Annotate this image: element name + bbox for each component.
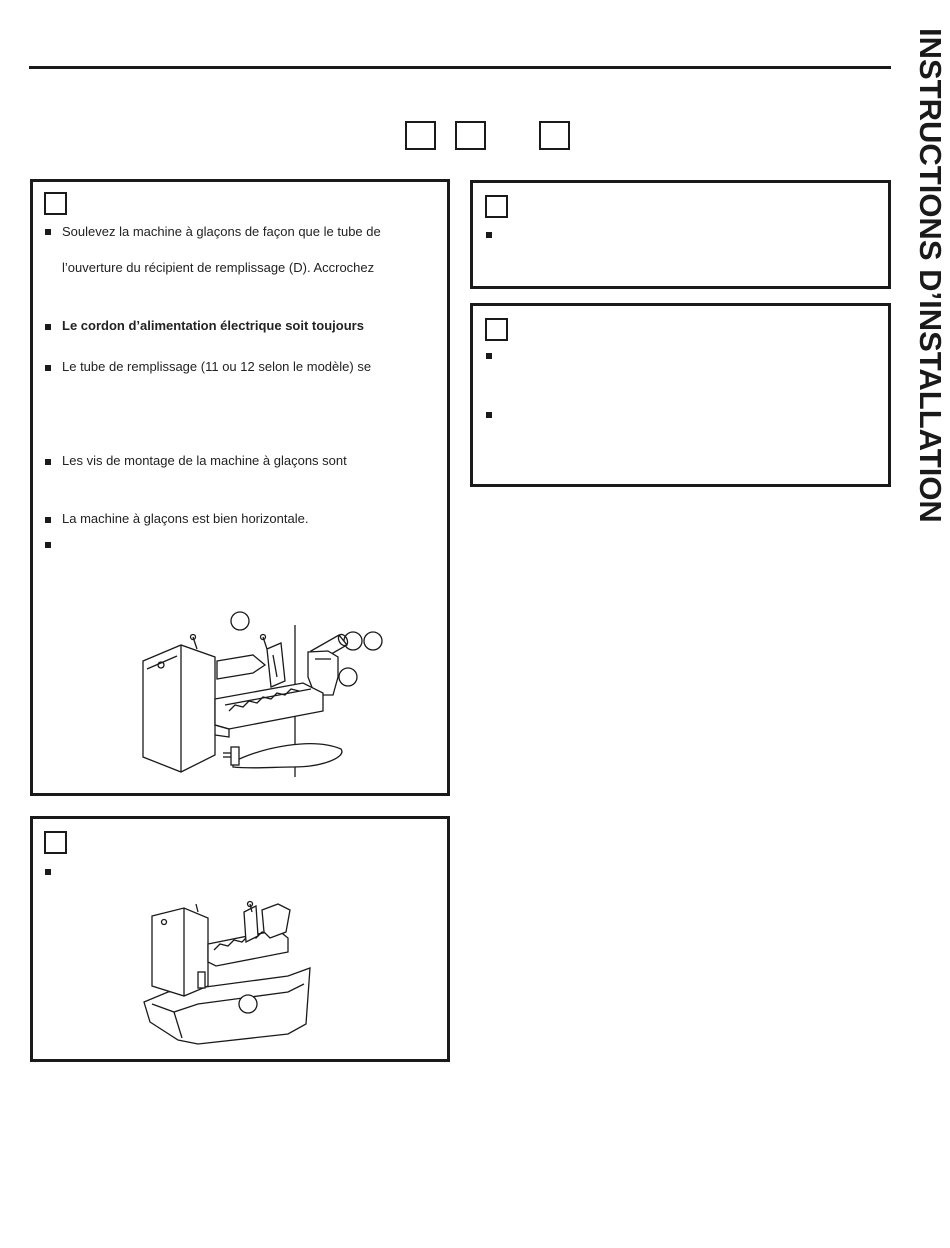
square-bullet-icon [45,229,51,235]
square-bullet-icon [45,459,51,465]
instruction-line-bold: Le cordon d’alimentation électrique soit toujours [62,318,364,333]
instruction-line: l’ouverture du récipient de remplissage (D). Accrochez [62,260,375,275]
square-bullet-icon [45,542,51,548]
step-number-box [44,192,67,215]
square-bullet-icon [486,412,492,418]
square-bullet-icon [45,517,51,523]
legend-box-3 [539,121,570,150]
square-bullet-icon [45,869,51,875]
step-number-box [44,831,67,854]
instruction-line: Soulevez la machine à glaçons de façon que le tube de [62,224,381,239]
square-bullet-icon [45,324,51,330]
instruction-line: Le tube de remplissage (11 ou 12 selon le modèle) se [62,359,372,374]
step-panel-install [30,179,450,796]
legend-box-1 [405,121,436,150]
instruction-line: La machine à glaçons est bien horizontale. [62,511,309,526]
step-panel-right-1 [470,180,891,289]
square-bullet-icon [486,353,492,359]
ice-bin-illustration [138,904,338,1049]
step-panel-bin [30,816,450,1062]
square-bullet-icon [45,365,51,371]
step-panel-right-2 [470,303,891,487]
legend-box-2 [455,121,486,150]
side-title: INSTRUCTIONS D’INSTALLATION [913,28,948,523]
top-rule [29,66,891,69]
step-number-box [485,195,508,218]
ice-maker-mounting-illustration [133,607,453,787]
instruction-line: Les vis de montage de la machine à glaçons sont [62,453,347,468]
step-number-box [485,318,508,341]
square-bullet-icon [486,232,492,238]
